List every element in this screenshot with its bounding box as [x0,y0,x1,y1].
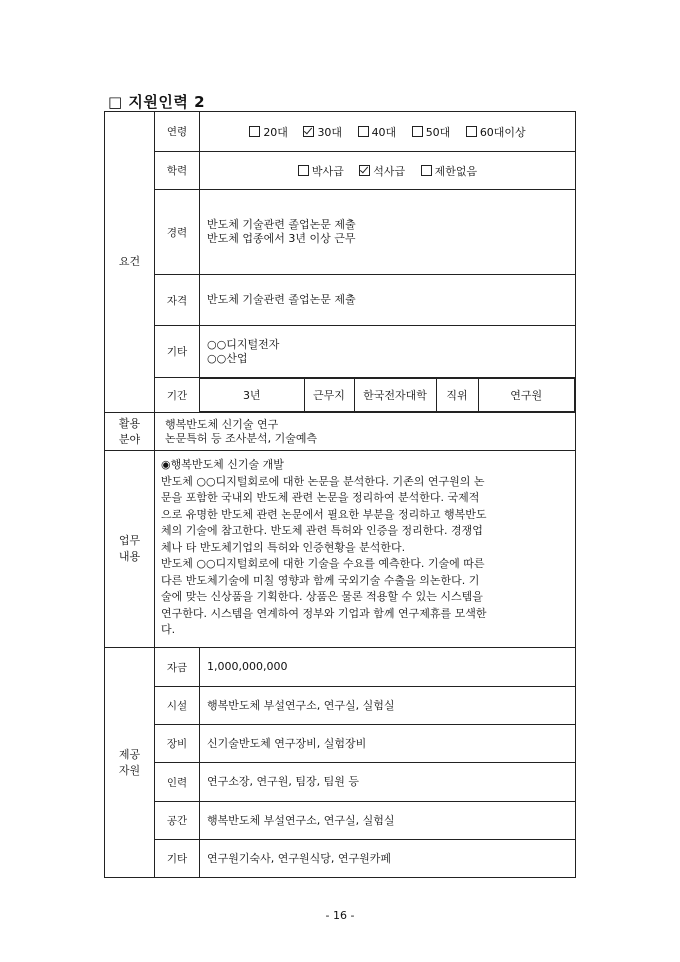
other-label: 기타 [155,326,200,378]
section-title: □ 지원인력 2 [108,93,206,111]
checkbox-icon [412,126,423,137]
age-row [105,112,576,152]
support-staff-table [104,111,576,878]
work-label: 업무 내용 [105,451,155,648]
checkbox-icon [421,165,432,176]
support-item-label: 시설 [155,687,200,725]
period-label: 기간 [155,378,200,413]
support-row [105,840,576,878]
usage-label: 활용 분야 [105,413,155,451]
education-row [105,152,576,190]
support-item-label: 자금 [155,648,200,687]
position-label: 직위 [436,379,478,412]
education-option-master[interactable]: 석사급 [359,165,405,178]
support-item-value: 신기술반도체 연구장비, 실험장비 [200,725,576,763]
checkbox-icon [249,126,260,137]
workplace-label: 근무지 [304,379,354,412]
other-value: ○○디지털전자 ○○산업 [200,326,576,378]
education-options [200,152,576,190]
support-item-value: 연구소장, 연구원, 팀장, 팀원 등 [200,763,576,802]
education-option-none[interactable]: 제한없음 [421,165,478,178]
age-option-40[interactable]: 40대 [358,126,397,139]
support-item-label: 기타 [155,840,200,878]
checkbox-checked-icon [303,126,314,137]
age-option-50[interactable]: 50대 [412,126,451,139]
support-item-label: 공간 [155,802,200,840]
age-options [200,112,576,152]
usage-value: 행복반도체 신기술 연구 논문특허 등 조사분석, 기술예측 [155,413,576,451]
support-item-value: 1,000,000,000 [200,648,576,687]
support-item-value: 행복반도체 부설연구소, 연구실, 실험실 [200,687,576,725]
checkbox-icon [298,165,309,176]
career-label: 경력 [155,190,200,275]
work-row [105,451,576,648]
career-value: 반도체 기술관련 졸업논문 제출 반도체 업종에서 3년 이상 근무 [200,190,576,275]
requirements-label: 요건 [105,112,155,413]
age-option-20[interactable]: 20대 [249,126,288,139]
support-item-label: 장비 [155,725,200,763]
support-row [105,648,576,687]
education-label: 학력 [155,152,200,190]
support-item-value: 연구원기숙사, 연구원식당, 연구원카페 [200,840,576,878]
support-item-label: 인력 [155,763,200,802]
usage-row [105,413,576,451]
support-item-value: 행복반도체 부설연구소, 연구실, 실험실 [200,802,576,840]
qualification-label: 자격 [155,275,200,326]
other-row [105,326,576,378]
support-row [105,687,576,725]
checkbox-checked-icon [359,165,370,176]
checkbox-icon [358,126,369,137]
support-row [105,802,576,840]
workplace-value: 한국전자대학 [354,379,436,412]
age-label: 연령 [155,112,200,152]
period-inner-table [200,378,575,412]
age-option-30[interactable]: 30대 [303,126,342,139]
qualification-value: 반도체 기술관련 졸업논문 제출 [200,275,576,326]
work-description: ◉행복반도체 신기술 개발 반도체 ○○디지털회로에 대한 논문을 분석한다. 기존의 연구원의 논 문을 포함한 국내외 반도체 관련 논문을 정리하여 분석한다. 국제적 으로 유명한 반도체 관련 논문에서 필요한 부분을 정리하고 행복반도 체의 기술에 참고한다. 반도체 관련 특허와 인증을 정리한다. 경쟁업 체나 타 반도체기업의 특허와 인증현황을 분석한다. 반도체 ○○디지털회로에 대한 기술을 수요를 예측한다. 기술에 따른 다른 반도체기술에 미칠 영향과 함께 국외기술 수출을 의논한다. 기 술에 맞는 신상품을 기획한다. 상품은 물론 적용할 수 있는 시스템을 연구한다. 시스템을 연계하여 정부와 기업과 함께 연구제휴를 모색한 다. [155,451,576,648]
support-label: 제공 자원 [105,648,155,878]
position-value: 연구원 [478,379,575,412]
page-number: - 16 - [325,909,355,922]
period-row [105,378,576,413]
age-option-60[interactable]: 60대이상 [466,126,526,139]
checkbox-icon [466,126,477,137]
support-row [105,725,576,763]
support-row [105,763,576,802]
career-row [105,190,576,275]
education-option-doctor[interactable]: 박사급 [298,165,344,178]
period-value: 3년 [200,379,304,412]
qualification-row [105,275,576,326]
